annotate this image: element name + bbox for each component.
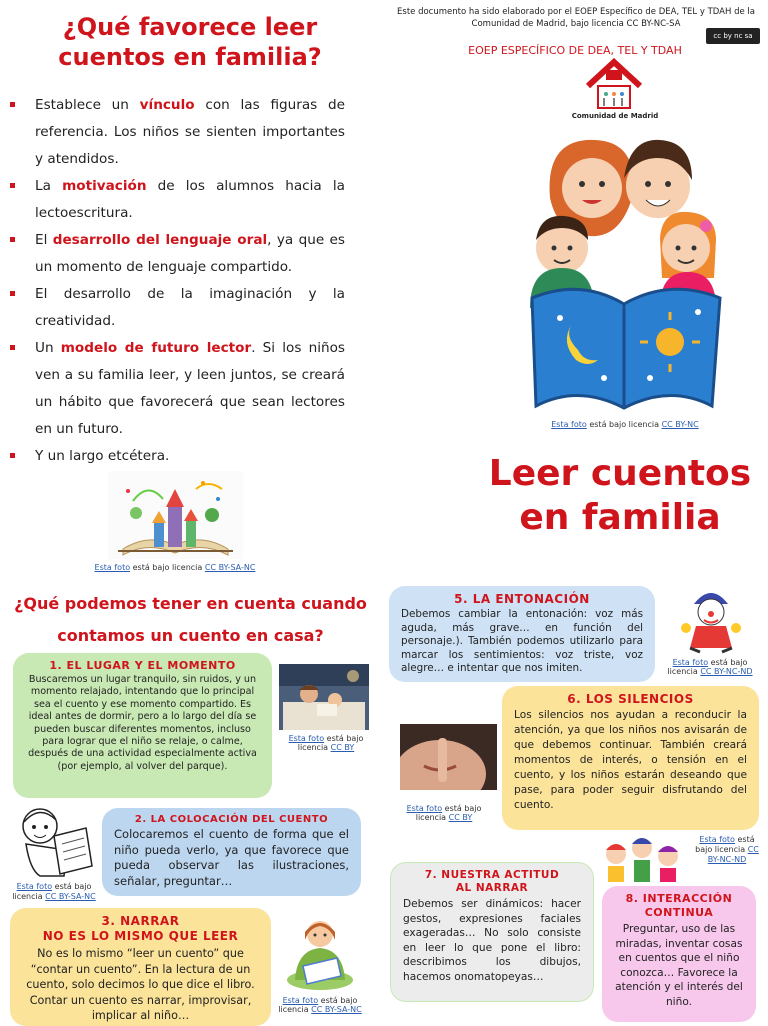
benefit-item: Un modelo de futuro lector. Si los niños ven a su familia leer, y leen juntos, se creará un hábito que favorecerá que sean lectores en un futuro.	[8, 335, 345, 443]
tip-title: 8. INTERACCIÓN CONTINUA	[625, 892, 733, 919]
tip-box-interaction	[602, 886, 756, 1022]
benefit-item: Establece un vínculo con las figuras de referencia. Los niños se sienten importantes y atendidos.	[8, 92, 345, 173]
clown-credit: Esta foto está bajo licencia CC BY-NC-ND	[667, 658, 753, 676]
photo3-credit: Esta foto está bajo licencia CC BY-SA-NC	[278, 996, 362, 1014]
tip-box-intonation	[389, 586, 655, 682]
kids-group-drawing	[600, 828, 690, 884]
license-link[interactable]: CC BY-NC	[661, 420, 699, 429]
license-link[interactable]: CC BY-NC-ND	[700, 667, 753, 676]
tip-box-narrate	[10, 908, 271, 1026]
tip-text: Buscaremos un lugar tranquilo, sin ruidos, y un momento relajado, intentando que lo principal sea el cuento y ese momento compartido. Es ideal antes de dormir, pero a lo largo del día se pueden buscar diferentes momentos, incluso para lograr que el niño se relaje, o calme, después de una actividad especialmente activa (por ejemplo, al volver del parque).	[28, 674, 257, 772]
tip-title: 3. NARRAR NO ES LO MISMO QUE LEER	[42, 914, 239, 943]
benefits-list	[8, 92, 345, 470]
document-license-notice: Este documento ha sido elaborado por el EOEP Específico de DEA, TEL y TDAH de la Comunidad de Madrid, bajo licencia CC BY-NC-SA	[397, 7, 755, 29]
clown-drawing	[676, 584, 746, 654]
benefit-item: El desarrollo del lenguaje oral, ya que es un momento de lenguaje compartido.	[8, 227, 345, 281]
tip-text: Colocaremos el cuento de forma que el niño pueda verlo, ya que favorece que pueda observar las ilustraciones, señalar, preguntar…	[114, 827, 349, 888]
benefit-item: La motivación de los alumnos hacia la lectoescritura.	[8, 173, 345, 227]
tip-box-silences	[502, 686, 759, 830]
eoep-heading: EOEP ESPECÍFICO DE DEA, TEL Y TDAH	[468, 44, 682, 57]
photo-link[interactable]: Esta foto	[699, 835, 735, 844]
license-link[interactable]: CC BY	[330, 743, 355, 752]
kids-credit: Esta foto está bajo licencia CC BY-NC-ND	[695, 835, 759, 864]
license-link[interactable]: CC BY-NC-ND	[707, 845, 759, 864]
mother-reading-photo	[279, 664, 369, 730]
girl-reading-drawing	[285, 910, 355, 992]
tip-title: 7. NUESTRA ACTITUD AL NARRAR	[424, 869, 560, 894]
tip-text: Preguntar, uso de las miradas, inventar cosas en cuentos que el niño conozca… Favorece la atención y el interés del niño.	[615, 923, 743, 1008]
family-image-credit: Esta foto está bajo licencia CC BY-NC	[551, 420, 699, 429]
photo1-credit: Esta foto está bajo licencia CC BY	[288, 734, 364, 752]
comunidad-madrid-logo	[584, 58, 644, 120]
photo-link[interactable]: Esta foto	[672, 658, 709, 667]
photo-link[interactable]: Esta foto	[282, 996, 319, 1005]
license-link[interactable]: CC BY	[448, 813, 473, 822]
benefit-item: El desarrollo de la imaginación y la creatividad.	[8, 281, 345, 335]
tip-text: No es lo mismo “leer un cuento” que “contar un cuento”. En la lectura de un cuento, solo decimos lo que dice el libro. Contar un cuento es narrar, improvisar, implicar al niño…	[26, 947, 255, 1022]
photo-link[interactable]: Esta foto	[94, 563, 131, 572]
tip-box-place-moment	[13, 653, 272, 798]
license-link[interactable]: CC BY-SA-NC	[204, 563, 256, 572]
photo-link[interactable]: Esta foto	[406, 804, 443, 813]
photo-link[interactable]: Esta foto	[16, 882, 53, 891]
books-image-credit: Esta foto está bajo licencia CC BY-SA-NC	[94, 563, 256, 572]
child-reading-drawing	[10, 800, 94, 880]
cc-license-badge: cc by nc sa	[706, 28, 760, 44]
photo-link[interactable]: Esta foto	[551, 420, 587, 429]
tip-text: Debemos ser dinámicos: hacer gestos, expresiones faciales exageradas… No solo consiste en leer lo que pone el libro: describimos los dibujos, hacemos onomatopeyas…	[403, 898, 581, 983]
tip-title: 1. EL LUGAR Y EL MOMENTO	[49, 659, 236, 672]
tip-title: 6. LOS SILENCIOS	[567, 692, 694, 706]
main-title: Leer cuentos en familia	[488, 453, 752, 538]
silence-credit: Esta foto está bajo licencia CC BY	[406, 804, 482, 822]
tip-title: 2. LA COLOCACIÓN DEL CUENTO	[134, 814, 329, 825]
family-reading-illustration	[520, 128, 730, 413]
photo2-credit: Esta foto está bajo licencia CC BY-SA-NC	[12, 882, 96, 901]
benefit-item: Y un largo etcétera.	[8, 443, 345, 470]
tip-title: 5. LA ENTONACIÓN	[454, 592, 590, 606]
photo-link[interactable]: Esta foto	[288, 734, 325, 743]
comunidad-madrid-label: Comunidad de Madrid	[571, 112, 659, 120]
tip-box-attitude	[390, 862, 594, 1002]
license-link[interactable]: CC BY-SA-NC	[45, 892, 96, 901]
license-link[interactable]: CC BY-SA-NC	[311, 1005, 362, 1014]
silence-gesture-photo	[400, 724, 497, 790]
tips-title: ¿Qué podemos tener en cuenta cuando contamos un cuento en casa?	[14, 594, 367, 645]
tip-text: Debemos cambiar la entonación: voz más aguda, más grave… en función del personaje.). También podemos utilizarlo para marcar los sentimientos: voz triste, voz alegre… e intentar que nos imiten.	[401, 608, 643, 674]
left-title: ¿Qué favorece leer cuentos en familia?	[58, 13, 322, 71]
tip-text: Los silencios nos ayudan a reconducir la atención, ya que los niños nos avisarán de que debemos continuar. También creará momentos de interés, o tensión en el cuento, y los niños estarán deseando que pase, para poder seguir disfrutando del cuento.	[514, 709, 747, 811]
books-castle-image	[108, 471, 243, 559]
tip-box-book-position	[102, 808, 361, 896]
